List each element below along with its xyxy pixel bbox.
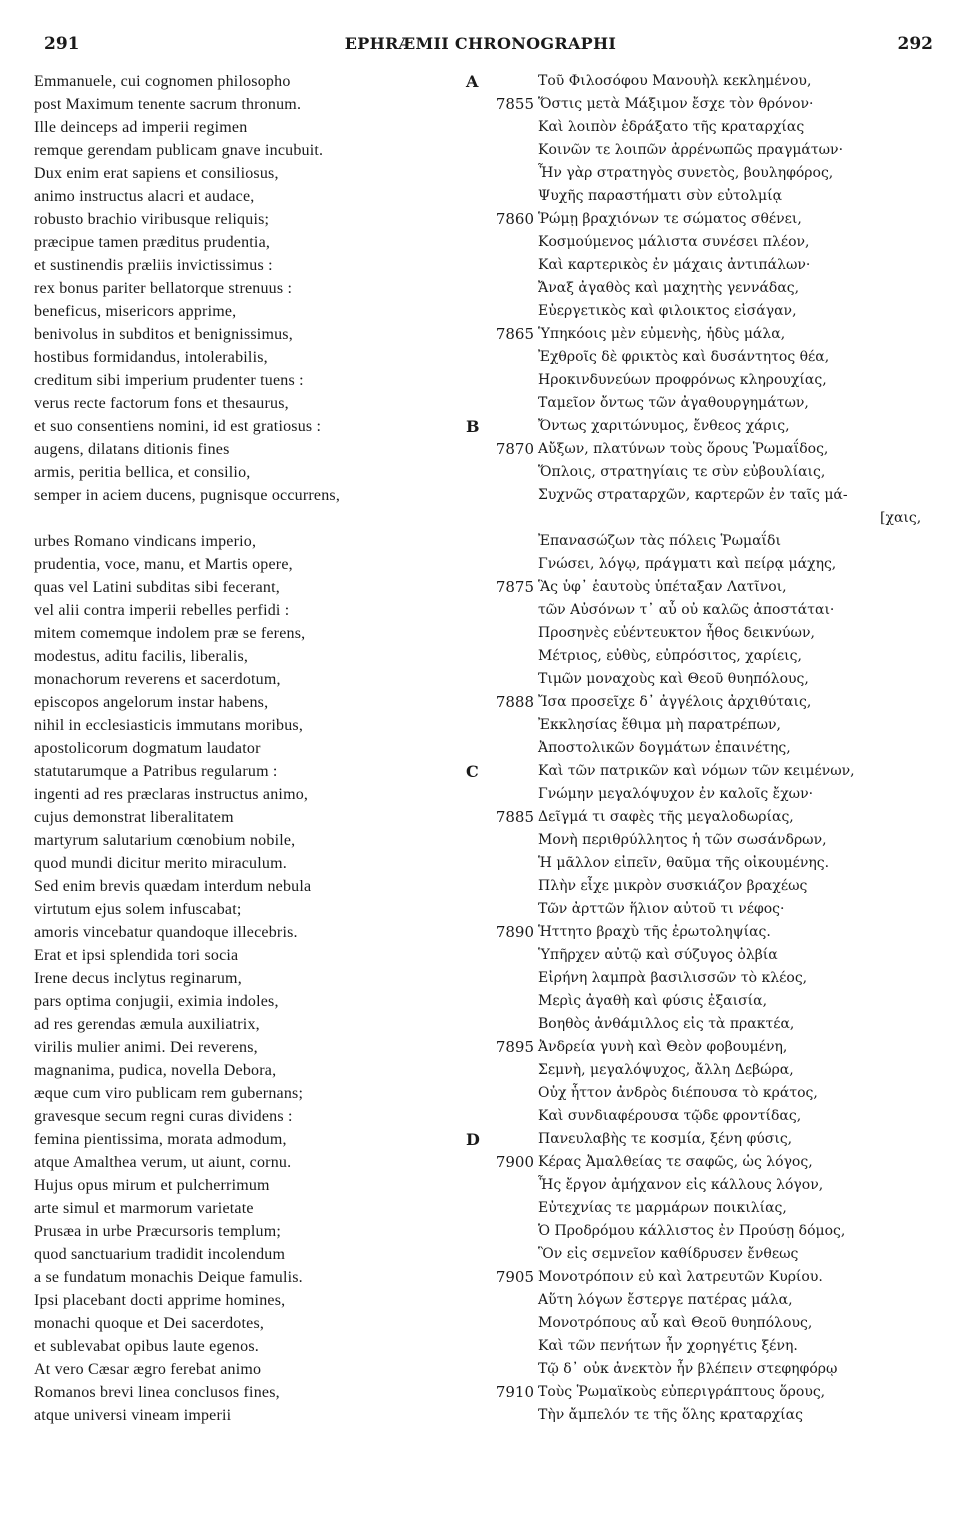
greek-line	[490, 1105, 935, 1128]
latin-line: Dux enim erat sapiens et consiliosus,	[34, 165, 279, 182]
greek-line	[490, 875, 935, 898]
greek-line	[490, 806, 935, 829]
latin-line: verus recte factorum fons et thesaurus,	[34, 395, 289, 412]
greek-line	[490, 1266, 935, 1289]
latin-line: amoris vincebatur quandoque illecebris.	[34, 924, 298, 941]
greek-line	[490, 93, 935, 116]
running-title: EPHRÆMII CHRONOGRAPHI	[344, 34, 617, 53]
greek-verse: Μονοτρόπους αὖ καὶ Θεοῦ θυηπόλους,	[538, 1315, 813, 1331]
greek-verse: Ἧς ἔργον ἀμήχανον εἰς κάλλους λόγον,	[538, 1177, 824, 1193]
left-page-number: 291	[44, 34, 80, 54]
greek-line	[490, 162, 935, 185]
right-page-number: 292	[897, 34, 933, 54]
greek-line	[490, 300, 935, 323]
greek-verse: Τὴν ἄμπελόν τε τῆς ὅλης κραταρχίας	[538, 1407, 803, 1423]
greek-line	[490, 231, 935, 254]
latin-line: gravesque secum regni curas dividens :	[34, 1108, 293, 1125]
latin-translation-column	[34, 70, 474, 1427]
greek-line	[490, 1059, 935, 1082]
latin-line: quas vel Latini subditas sibi fecerant,	[34, 579, 280, 596]
greek-line	[490, 967, 935, 990]
greek-line	[490, 1220, 935, 1243]
greek-line	[490, 898, 935, 921]
line-number: 7865	[495, 325, 534, 343]
greek-line	[490, 1151, 935, 1174]
greek-verse: Ἡ μᾶλλον εἰπεῖν, θαῦμα τῆς οἰκουμένης.	[538, 855, 830, 871]
greek-verse: Ὑπῆρχεν αὐτῷ καὶ σύζυγος ὀλβία	[538, 947, 778, 963]
greek-verse: Ὃν εἰς σεμνεῖον καθίδρυσεν ἔνθεως	[538, 1246, 799, 1262]
greek-verse: Οὐχ ἧττον ἀνδρὸς διέπουσα τὸ κράτος,	[538, 1085, 818, 1101]
greek-verse: Κοσμούμενος μάλιστα συνέσει πλέον,	[538, 234, 810, 250]
greek-verse: Σεμνὴ, μεγαλόψυχος, ἄλλη Δεβώρα,	[538, 1062, 794, 1078]
greek-verse: Πλὴν εἶχε μικρὸν συσκιάζον βραχέως	[538, 878, 808, 894]
page-header	[0, 34, 961, 58]
greek-verse: Ὑπηκόοις μὲν εὐμενὴς, ἡδὺς μάλα,	[538, 326, 786, 342]
greek-verse: Ἴσα προσεῖχε δ᾽ ἀγγέλοις ἀρχιθύταις,	[538, 694, 812, 710]
greek-verse: Ῥώμῃ βραχιόνων τε σώματος σθένει,	[538, 211, 802, 227]
latin-line: virilis mulier animi. Dei reverens,	[34, 1039, 258, 1056]
greek-line	[490, 691, 935, 714]
latin-line: monachi quoque et Dei sacerdotes,	[34, 1315, 265, 1332]
latin-line: ingenti ad res præclaras instructus animo,	[34, 786, 309, 803]
latin-line: At vero Cæsar ægro ferebat animo	[34, 1361, 262, 1378]
greek-verse: Ἄναξ ἀγαθὸς καὶ μαχητὴς γεννάδας,	[538, 280, 800, 296]
greek-line	[490, 185, 935, 208]
greek-line	[490, 829, 935, 852]
greek-line	[490, 346, 935, 369]
greek-verse: Αὔξων, πλατύνων τοὺς ὅρους Ῥωμαΐδος,	[538, 441, 829, 457]
latin-line: Prusæa in urbe Præcursoris templum;	[34, 1223, 281, 1240]
latin-line: mitem comemque indolem præ se ferens,	[34, 625, 306, 642]
latin-line: pars optima conjugii, eximia indoles,	[34, 993, 279, 1010]
greek-line	[490, 714, 935, 737]
greek-line	[466, 760, 935, 783]
greek-line	[490, 1036, 935, 1059]
greek-line	[490, 1174, 935, 1197]
line-number: 7900	[495, 1153, 534, 1171]
latin-line: femina pientissima, morata admodum,	[34, 1131, 287, 1148]
greek-line	[490, 530, 935, 553]
greek-line	[490, 599, 935, 622]
latin-line: hostibus formidandus, intolerabilis,	[34, 349, 268, 366]
greek-line	[490, 484, 935, 507]
line-number: 7860	[495, 210, 534, 228]
greek-line	[490, 277, 935, 300]
greek-verse: Μέτριος, εὐθὺς, εὐπρόσιτος, χαρίεις,	[538, 648, 802, 664]
latin-line: et sublevabat opibus laute egenos.	[34, 1338, 259, 1355]
latin-line: armis, peritia bellica, et consilio,	[34, 464, 251, 481]
line-number: 7890	[495, 923, 534, 941]
greek-verse: Καὶ συνδιαφέρουσα τῷδε φροντίδας,	[538, 1108, 802, 1124]
greek-line	[466, 70, 935, 93]
latin-line: nihil in ecclesiasticis immutans moribus,	[34, 717, 304, 734]
latin-line: Romanos brevi linea conclusos fines,	[34, 1384, 280, 1401]
greek-verse: Ὅπλοις, στρατηγίαις τε σὺν εὐβουλίαις,	[538, 464, 826, 480]
greek-verse: Καὶ τῶν πατρικῶν καὶ νόμων τῶν κειμένων,	[538, 763, 855, 779]
greek-verse: Ἀνδρεία γυνὴ καὶ Θεὸν φοβουμένη,	[538, 1039, 788, 1055]
greek-line	[490, 1358, 935, 1381]
greek-line	[490, 461, 935, 484]
latin-line: et suo consentiens nomini, id est gratiosus :	[34, 418, 322, 435]
latin-line: virtutum ejus solem infuscabat;	[34, 901, 242, 918]
greek-verse: Πανευλαβὴς τε κοσμία, ξένη φύσις,	[538, 1131, 793, 1147]
greek-line	[490, 369, 935, 392]
greek-verse: Μονὴ περιθρύλλητος ἡ τῶν σωσάνδρων,	[538, 832, 827, 848]
latin-line: benivolus in subditos et benignissimus,	[34, 326, 293, 343]
greek-line	[490, 1197, 935, 1220]
section-marker: C	[466, 762, 479, 781]
greek-verse: Καὶ καρτερικὸς ἐν μάχαις ἀντιπάλων·	[538, 257, 811, 273]
greek-line	[490, 1013, 935, 1036]
greek-verse: Ἐπανασώζων τὰς πόλεις Ῥωμαΐδι	[538, 533, 781, 549]
line-number: 7885	[495, 808, 534, 826]
latin-line: æque cum viro publicam rem gubernans;	[34, 1085, 304, 1102]
greek-line	[490, 392, 935, 415]
greek-verse: Ἡττητο βραχὺ τῆς ἐρωτοληψίας.	[538, 924, 771, 940]
greek-line	[490, 323, 935, 346]
greek-line	[490, 622, 935, 645]
greek-verse: Αὕτη λόγων ἔστεργε πατέρας μάλα,	[538, 1292, 793, 1308]
greek-verse: Τῷ δ᾽ οὐκ ἀνεκτὸν ἦν βλέπειν στεφηφόρῳ	[538, 1361, 838, 1377]
greek-verse: Βοηθὸς ἀνθάμιλλος εἰς τὰ πρακτέα,	[538, 1016, 795, 1032]
latin-line: semper in aciem ducens, pugnisque occurrens,	[34, 487, 341, 504]
latin-line: robusto brachio viribusque reliquis;	[34, 211, 270, 228]
latin-line: creditum sibi imperium prudenter tuens :	[34, 372, 304, 389]
latin-line: rex bonus pariter bellatorque strenuus :	[34, 280, 293, 297]
greek-verse: Τοῦ Φιλοσόφου Μανουὴλ κεκλημένου,	[538, 73, 812, 89]
greek-line	[466, 415, 935, 438]
greek-line	[490, 645, 935, 668]
latin-line: animo instructus alacri et audace,	[34, 188, 255, 205]
greek-verse: Κοινῶν τε λοιπῶν ἀρρένωπῶς πραγμάτων·	[538, 142, 844, 158]
greek-line	[490, 852, 935, 875]
latin-line: atque universi vineam imperii	[34, 1407, 232, 1424]
line-number: 7888	[495, 693, 534, 711]
greek-verse: Εὐτεχνίας τε μαρμάρων ποικιλίας,	[538, 1200, 787, 1216]
line-number: 7870	[495, 440, 534, 458]
greek-verse: τῶν Αὐσόνων τ᾽ αὖ οὐ καλῶς ἀποστάται·	[538, 602, 835, 618]
greek-verse: [χαις,	[880, 510, 922, 526]
section-marker: B	[466, 417, 480, 436]
latin-line: martyrum salutarium cœnobium nobile,	[34, 832, 296, 849]
greek-line	[490, 944, 935, 967]
greek-line	[490, 737, 935, 760]
latin-line: urbes Romano vindicans imperio,	[34, 533, 257, 550]
section-marker: A	[466, 72, 479, 91]
latin-line: magnanima, pudica, novella Debora,	[34, 1062, 277, 1079]
latin-line: quod mundi dicitur merito miraculum.	[34, 855, 287, 872]
greek-verse: Ἦν γὰρ στρατηγὸς συνετὸς, βουληφόρος,	[538, 165, 834, 181]
latin-line: Ipsi placebant docti apprime homines,	[34, 1292, 286, 1309]
greek-verse: Τιμῶν μοναχοὺς καὶ Θεοῦ θυηπόλους,	[538, 671, 809, 687]
greek-verse: Ὄντως χαριτώνυμος, ἔνθεος χάρις,	[538, 418, 790, 434]
greek-verse: Εὐεργετικὸς καὶ φιλοικτος εἰσάγαν,	[538, 303, 797, 319]
greek-verse: Ὁ Προδρόμου κάλλιστος ἐν Προύσῃ δόμος,	[538, 1223, 846, 1239]
latin-line: monachorum reverens et sacerdotum,	[34, 671, 281, 688]
latin-line	[34, 507, 474, 530]
greek-line	[490, 576, 935, 599]
greek-verse: Ταμεῖον ὄντως τῶν ἀγαθουργημάτων,	[538, 395, 809, 411]
latin-line: Erat et ipsi splendida tori socia	[34, 947, 239, 964]
greek-verse: Ἐκκλησίας ἔθιμα μὴ παρατρέπων,	[538, 717, 782, 733]
greek-verse: Ὅστις μετὰ Μάξιμον ἔσχε τὸν θρόνον·	[538, 96, 814, 112]
greek-line	[490, 1082, 935, 1105]
latin-line: vel alii contra imperii rebelles perfidi :	[34, 602, 290, 619]
greek-verse: Ἀποστολικῶν δογμάτων ἐπαινέτης,	[538, 740, 791, 756]
greek-line	[490, 139, 935, 162]
greek-line	[490, 668, 935, 691]
greek-line	[490, 1312, 935, 1335]
latin-line: modestus, aditu facilis, liberalis,	[34, 648, 249, 665]
greek-verse: Εἰρήνη λαμπρὰ βασιλισσῶν τὸ κλέος,	[538, 970, 808, 986]
line-number: 7905	[495, 1268, 534, 1286]
greek-verse: Τῶν ἀρττῶν ἥλιον αὐτοῦ τι νέφος·	[538, 901, 785, 917]
greek-verse: Δεῖγμά τι σαφὲς τῆς μεγαλοδωρίας,	[538, 809, 794, 825]
latin-line: et sustinendis præliis invictissimus :	[34, 257, 273, 274]
line-number: 7875	[495, 578, 534, 596]
latin-line: apostolicorum dogmatum laudator	[34, 740, 261, 757]
latin-line: Sed enim brevis quædam interdum nebula	[34, 878, 312, 895]
greek-line	[490, 553, 935, 576]
greek-line	[490, 1243, 935, 1266]
greek-verse: Ἐχθροῖς δὲ φρικτὸς καὶ δυσάντητος θέα,	[538, 349, 830, 365]
greek-line	[490, 1381, 935, 1404]
greek-verse: Ψυχῆς παραστήματι σὺν εὐτολμίᾳ	[538, 188, 783, 204]
section-marker: D	[466, 1130, 480, 1149]
greek-verse: Κέρας Ἀμαλθείας τε σαφῶς, ὡς λόγος,	[538, 1154, 813, 1170]
latin-line: episcopos angelorum instar habens,	[34, 694, 269, 711]
latin-line: remque gerendam publicam gnave incubuit.	[34, 142, 324, 159]
greek-verse: Καὶ τῶν πενήτων ἦν χορηγέτις ξένη.	[538, 1338, 798, 1354]
latin-line: arte simul et marmorum varietate	[34, 1200, 254, 1217]
latin-line: atque Amalthea verum, ut aiunt, cornu.	[34, 1154, 292, 1171]
latin-line: Hujus opus mirum et pulcherrimum	[34, 1177, 270, 1194]
greek-verse: Προσηνὲς εὐέντευκτον ἦθος δεικνύων,	[538, 625, 815, 641]
greek-verse: Τοὺς Ῥωμαϊκοὺς εὐπεριγράπτους ὅρους,	[538, 1384, 826, 1400]
greek-verse: Γνώσει, λόγῳ, πράγματι καὶ πείρᾳ μάχης,	[538, 556, 837, 572]
latin-line: beneficus, misericors apprime,	[34, 303, 237, 320]
latin-line: quod sanctuarium tradidit incolendum	[34, 1246, 286, 1263]
greek-verse: Καὶ λοιπὸν ἐδράξατο τῆς κραταρχίας	[538, 119, 805, 135]
greek-line	[490, 921, 935, 944]
greek-line	[490, 438, 935, 461]
greek-line	[490, 990, 935, 1013]
greek-verse: Μονοτρόποιν εὐ καὶ λατρευτῶν Κυρίου.	[538, 1269, 823, 1285]
greek-verse: Συχνῶς στραταρχῶν, καρτερῶν ἐν ταῖς μά-	[538, 487, 848, 503]
greek-line	[490, 254, 935, 277]
greek-line	[490, 783, 935, 806]
latin-line: a se fundatum monachis Deique famulis.	[34, 1269, 303, 1286]
greek-line	[490, 1404, 935, 1427]
line-number: 7910	[495, 1383, 534, 1401]
greek-line	[490, 116, 935, 139]
greek-line	[490, 1335, 935, 1358]
latin-line: Irene decus inclytus reginarum,	[34, 970, 242, 987]
greek-line	[490, 1289, 935, 1312]
greek-verse: Ηροκινδυνεύων προφρόνως κληρουχίας,	[538, 372, 827, 388]
latin-line: post Maximum tenente sacrum thronum.	[34, 96, 302, 113]
latin-line: augens, dilatans ditionis fines	[34, 441, 230, 458]
latin-line: ad res gerendas æmula auxiliatrix,	[34, 1016, 260, 1033]
greek-verse: Μερὶς ἀγαθὴ καὶ φύσις ἐξαισία,	[538, 993, 768, 1009]
latin-line: præcipue tamen præditus prudentia,	[34, 234, 271, 251]
greek-line	[490, 507, 935, 530]
greek-verse: Ἃς ὑφ᾽ ἑαυτοὺς ὑπέταξαν Λατῖνοι,	[538, 579, 787, 595]
line-number: 7895	[495, 1038, 534, 1056]
latin-line: prudentia, voce, manu, et Martis opere,	[34, 556, 293, 573]
greek-line	[466, 1128, 935, 1151]
latin-line: Emmanuele, cui cognomen philosopho	[34, 73, 291, 90]
latin-line: Ille deinceps ad imperii regimen	[34, 119, 248, 136]
greek-verse: Γνώμην μεγαλόψυχον ἐν καλοῖς ἔχων·	[538, 786, 814, 802]
line-number: 7855	[495, 95, 534, 113]
latin-line: cujus demonstrat liberalitatem	[34, 809, 234, 826]
greek-text-column	[466, 70, 935, 1427]
greek-line	[490, 208, 935, 231]
latin-line: statutarumque a Patribus regularum :	[34, 763, 278, 780]
